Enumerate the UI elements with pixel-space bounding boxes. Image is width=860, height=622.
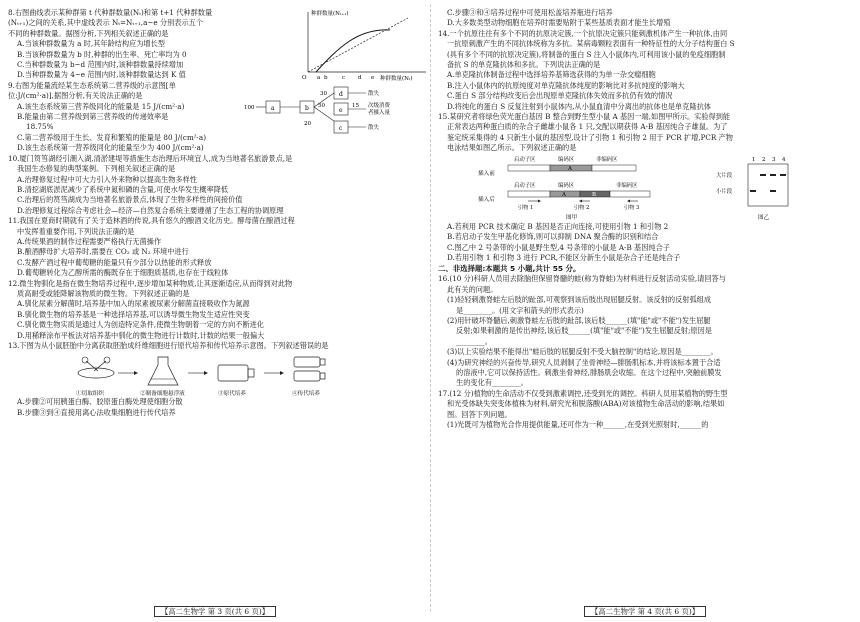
q9-label-100: 100 [244,104,255,111]
q11-option-b: B.酿酒酵母扩大培养时,需要在 CO₂ 或 N₂ 环境中进行 [17,247,189,257]
q11-stem-2: 中发挥着重要作用,下列说法正确的是 [17,226,135,236]
q8-stem-3: 不同的种群数量。据图分析,下列相关叙述正确的是 [8,28,169,38]
q9-box-d: d [339,90,343,98]
q10-option-a: A.治理修复过程中可大力引入外来物种以提高生物多样性 [17,174,197,184]
q13-caption-2: ②制备细胞悬浮液 [140,391,185,398]
page-4-footer [430,606,860,617]
q15-band-large-label: 大片段 [716,172,733,179]
q15-band-small-label: 小片段 [716,188,733,195]
q16-part-4c: 生的变化有________。 [456,378,528,388]
q9-label-loss-2: 散失 [368,124,380,131]
q12-option-b: B.驯化微生物的培养基是一种选择培养基,可以诱导微生物发生适应性突变 [17,309,250,319]
q16-part-3: (3)以上实验结果不能得出"蛙后肢的屈腿反射不受大脑控制"的结论,原因是________。 [447,347,718,357]
question-8 [8,8,422,81]
q15-label-noncoding-2: 非编码区 [616,182,638,189]
q13-option-d: D.大多数类型动物细胞在培养时需要贴附于某些基质表面才能生长增殖 [447,18,671,28]
q15-option-d: D.若用引物 1 和引物 3 进行 PCR,不能区分新生小鼠是杂合子还是纯合子 [447,252,681,262]
q12-option-d: D.用稀释涂布平板法对培养基中驯化的微生物进行计数时,计数的结果一般偏大 [17,330,265,340]
page-3-footer [0,606,430,617]
q15-label-promoter-2: 启动子区 [514,182,536,189]
q10-option-b: B.清挖湖底淤泥减少了系统中氮和磷的含量,可使水华发生概率降低 [17,184,229,194]
q15-gene-a-2: A [562,191,566,198]
q15-figure-b-caption: 图乙 [758,214,770,221]
q9-option-b-cont: 18.75% [26,122,54,132]
q10-option-c: C.治理后的筼筜湖成为当地著名旅游景点,体现了生物多样性的间接价值 [17,195,243,205]
question-12 [8,279,422,341]
q15-figure-a [478,155,674,221]
q15-label-before: 插入前 [478,170,495,177]
q10-stem-1: 10.厦门筼筜湖经引潮入湖,清淤建堤等措施生态治理后环境宜人,成为当地著名旅游景点,是 [8,153,293,163]
q12-option-c: C.驯化微生物实质是通过人为创造特定条件,使微生物朝着一定的方向不断进化 [17,320,265,330]
q14-option-b: B.注入小鼠体内的抗原纯度对单克隆抗体纯度的影响比对多抗纯度的影响大 [447,80,685,90]
q15-label-after: 插入后 [478,196,495,203]
q10-stem-2: 我国生态修复的典型案例。下列相关叙述正确的是 [17,164,176,174]
q16-stem-2: 此有关的问题。 [447,284,498,294]
q8-graph-xlabel: 种群数量(Nₜ) [380,76,413,82]
q9-box-a: a [271,104,275,112]
q8-population-graph [298,8,430,82]
q15-option-b: B.若启动子发生甲基化修饰,则可以抑制 DNA 聚合酶的识别和结合 [447,232,659,242]
q15-stem-4: 电泳结果如图乙所示。下列叙述正确的是 [447,143,577,153]
q15-stem-2: 正常表达两种蛋白质的杂合子雌雄小鼠各 1 只,交配以期获得 A-B 基因纯合子雄鼠。为了 [447,122,728,132]
q15-label-coding-2: 编码区 [558,182,575,189]
q9-option-a: A.该生态系统第三营养级同化的能量是 15 J/(cm²·a) [17,101,185,111]
page-4 [430,0,860,622]
q16-part-2b: 反射;如果刺激的是传出神经,该后肢______(填"能"或"不能")发生屈腿反射;原因是 [456,326,712,336]
q15-primer-3: 引物 3 [624,204,640,211]
q16-part-1b: 是________。(用文字和箭头的形式表示) [456,305,584,315]
q15-label-coding-1: 编码区 [558,156,575,163]
q13-option-a: A.步骤②可用胰蛋白酶、胶原蛋白酶处理使细胞分散 [17,397,183,407]
question-11 [8,216,422,278]
q15-option-a: A.若利用 PCR 技术确定 B 基因是否正向连接,可使用引物 1 和引物 2 [447,221,669,231]
q16-part-1a: (1)轻轻刺激脊蛙左后肢的趾部,可观察到该后肢出现屈腿反射。该反射的反射弧组成 [447,295,712,305]
q15-primer-1: 引物 1 [518,204,534,211]
q11-option-c: C.发酵产酒过程中葡萄糖的能量只有少部分以热能的形式释放 [17,257,212,267]
q13-cell-culture-figure [68,351,368,397]
q13-option-c: C.步骤③和④培养过程中可使用松盖培养瓶进行培养 [447,8,613,17]
q14-stem-3: (具有多个不同的抗原决定簇),将制备的蛋白 S 注入小鼠体内,可利用该小鼠的免疫细胞制 [447,49,726,59]
q10-option-d: D.治理修复过程综合考虑社会—经济—自然复合系统主要遵循了生态工程的协调原理 [17,205,284,215]
q8-tick-c: c [342,75,346,81]
q8-option-d: D.当种群数量为 4~e 范围内时,该种群数量达到 K 值 [17,70,186,80]
q13-stem: 13.下图为从小鼠胚胎中分离获取胚胎成纤维细胞进行原代培养和传代培养示意图。下列叙述错误的是 [8,341,329,350]
q8-stem-1: 8.右图曲线表示某种群第 t 代种群数量(Nₜ)和第 t+1 代种群数量 [8,8,213,17]
q12-stem-2: 质高耐受或能降解该物质的微生物。下列叙述正确的是 [17,288,190,298]
q17-stem-2: 和光受体缺失突变体植株为材料,研究光和脱落酸(ABA)对该植物生命活动的影响,结果如 [447,399,725,409]
q15-gene-b: B [592,191,596,198]
q9-box-e: e [339,106,343,114]
q11-option-d: D.葡萄糖转化为乙醇所需的酶既存在于细胞质基质,也存在于线粒体 [17,268,229,278]
q9-label-consumer: 次级消费 [368,102,391,109]
q8-option-b: B.当该种群数量为 b 时,种群的出生率、死亡率均为 0 [17,49,187,59]
q15-option-c: C.图乙中 2 号条带的小鼠是野生型,4 号条带的小鼠是 A-B 基因纯合子 [447,242,670,252]
q8-tick-e: e [371,75,375,81]
question-13 [8,341,422,418]
q9-option-b: B.能量由第二营养级到第三营养级的传递效率是 [17,112,169,122]
q9-option-d: D.该生态系统第一营养级同化的能量至少为 400 J/(cm²·a) [17,143,204,153]
q13-caption-1: ①切取组织 [76,391,104,398]
q8-option-c: C.当种群数量为 b~d 范围内时,该种群数量持续增加 [17,60,184,70]
q14-option-a: A.单克隆抗体制备过程中选择培养基筛选获得的为单一杂交瘤细胞 [447,70,656,80]
q9-box-c: c [339,124,343,132]
q8-tick-a: a [317,75,321,81]
q14-stem-2: 一抗原刺激产生的不同抗体统称为多抗。某病毒颗粒表面有一种特征性的大分子结构蛋白 S [447,39,735,49]
q15-label-noncoding-1: 非编码区 [596,156,618,163]
question-10 [8,154,422,216]
q15-figure-a-caption: 图甲 [566,214,578,221]
page-3-footer-label: 【高二生物学 第 3 页(共 6 页)】 [154,606,276,617]
question-16 [438,274,852,388]
q15-stem-1: 15.某研究者将绿色荧光蛋白基因 B 整合到野生型小鼠 A 基因一端,如图甲所示。实验得到能 [438,112,731,122]
q14-stem-4: 备抗 S 的单克隆抗体和多抗。下列说法正确的是 [447,60,601,70]
q9-label-50: 50 [318,102,325,109]
q15-lane-3: 3 [772,156,776,163]
q16-part-4a: (4)为研究神经的兴奋传导,研究人员剥制了坐骨神经—腓肠肌标本,并将该标本置于合适 [447,357,721,367]
q16-part-2c: ________。 [456,336,492,346]
question-17 [438,389,852,431]
q15-gene-a-1: A [568,165,572,172]
q11-option-a: A.传统果酒的制作过程需要严格执行无菌操作 [17,236,162,246]
q15-label-promoter-1: 启动子区 [514,156,536,163]
question-14 [438,29,852,112]
q14-option-d: D.将纯化的蛋白 S 反复注射到小鼠体内,从小鼠血清中分离出的抗体也是单克隆抗体 [447,101,711,111]
q9-energy-diagram [242,83,432,147]
page-4-footer-label: 【高二生物学 第 4 页(共 6 页)】 [584,606,706,617]
q9-option-c: C.第二营养级用于生长、发育和繁殖的能量是 80 J/(cm²·a) [17,132,207,142]
q13-caption-3: ③原代培养 [218,391,246,398]
q16-part-4b: 的溶液中,它可以保持活性。刺激坐骨神经,腓肠肌会收缩。在这个过程中,突触前膜发 [456,367,722,377]
q15-lane-4: 4 [782,156,786,163]
q17-stem-3: 图。回答下列问题。 [447,409,512,419]
q8-tick-d: d [358,75,362,81]
q8-stem-2: (Nₜ₊₁)之间的关系,其中虚线表示 Nₜ=Nₜ₊₁,a~e 分别表示五个 [8,18,204,28]
q8-graph-ylabel: 种群数量(Nₜ₊₁) [311,11,349,17]
question-15 [438,112,852,263]
q17-stem-1: 17.(12 分)植物的生命活动不仅受到激素调控,还受到光的调控。科研人员用某植物的野生型 [438,388,728,398]
q8-tick-o: O [302,75,307,81]
q16-part-2a: (2)用针破坏脊髓后,刺激脊蛙左后肢的趾部,该后肢______(填"能"或"不能")发生屈腿 [447,315,711,325]
q15-lane-2: 2 [762,156,766,163]
q13-caption-4: ④传代培养 [292,391,320,398]
q9-label-30: 30 [320,90,327,97]
question-9 [8,81,422,154]
q17-part-1: (1)光既可为植物光合作用提供能量,还可作为一种______,在受到光照射时,______的 [447,420,709,429]
q9-label-20: 20 [304,120,311,127]
q16-stem-1: 16.(10 分)科研人员用去除脑但保留脊髓的蛙(称为脊蛙)为材料进行反射活动实验,请回答与 [438,274,726,284]
q9-label-intake: 者摄入量 [368,109,391,116]
q11-stem-1: 11.我国在夏商时期就有了关于造林酒的传说,具有悠久的酿酒文化历史。酵母菌在酿酒过程 [8,216,295,226]
q13-option-b: B.步骤③到④直接用离心法收集细胞进行传代培养 [17,407,176,417]
q9-label-15: 15 [352,102,359,109]
q8-tick-b: b [324,75,328,81]
q9-box-b: b [305,104,309,112]
q9-stem-2: 位:J/(cm²·a)],据图分析,有关说法正确的是 [8,91,143,101]
q9-label-loss-1: 散失 [368,90,380,97]
q14-option-c: C.蛋白 S 部分结构改变后会出现原单克隆抗体失效而多抗仍有效的情况 [447,91,673,101]
section-2-heading: 二、非选择题:本题共 5 小题,共计 55 分。 [438,264,581,274]
q12-option-a: A.驯化尿素分解菌时,培养基中加入的尿素被尿素分解菌直接吸收作为氮源 [17,299,250,309]
q15-figure-b [698,155,790,221]
q9-stem-1: 9.右图为能量流经某生态系统第二营养级的示意图[单 [8,80,176,90]
question-13-continued [438,8,852,29]
q12-stem-1: 12.微生物驯化是指在微生物培养过程中,逐步增加某种物质,让其逐渐适应,从而得到对此物 [8,278,293,288]
q15-lane-1: 1 [752,156,756,163]
q15-primer-2: 引物 2 [574,204,590,211]
q14-stem-1: 14.一个抗原往往有多个不同的抗原决定簇,一个抗原决定簇只能刺激机体产生一种抗体,由同 [438,28,728,38]
q8-option-a: A.当该种群数量为 a 时,其年龄结构应为增长型 [17,39,165,49]
q15-stem-3: 鉴定统采集得的 4 只新生小鼠的基因型,设计了引物 1 和引物 2 用于 PCR 扩增,PCR 产物 [447,132,733,142]
